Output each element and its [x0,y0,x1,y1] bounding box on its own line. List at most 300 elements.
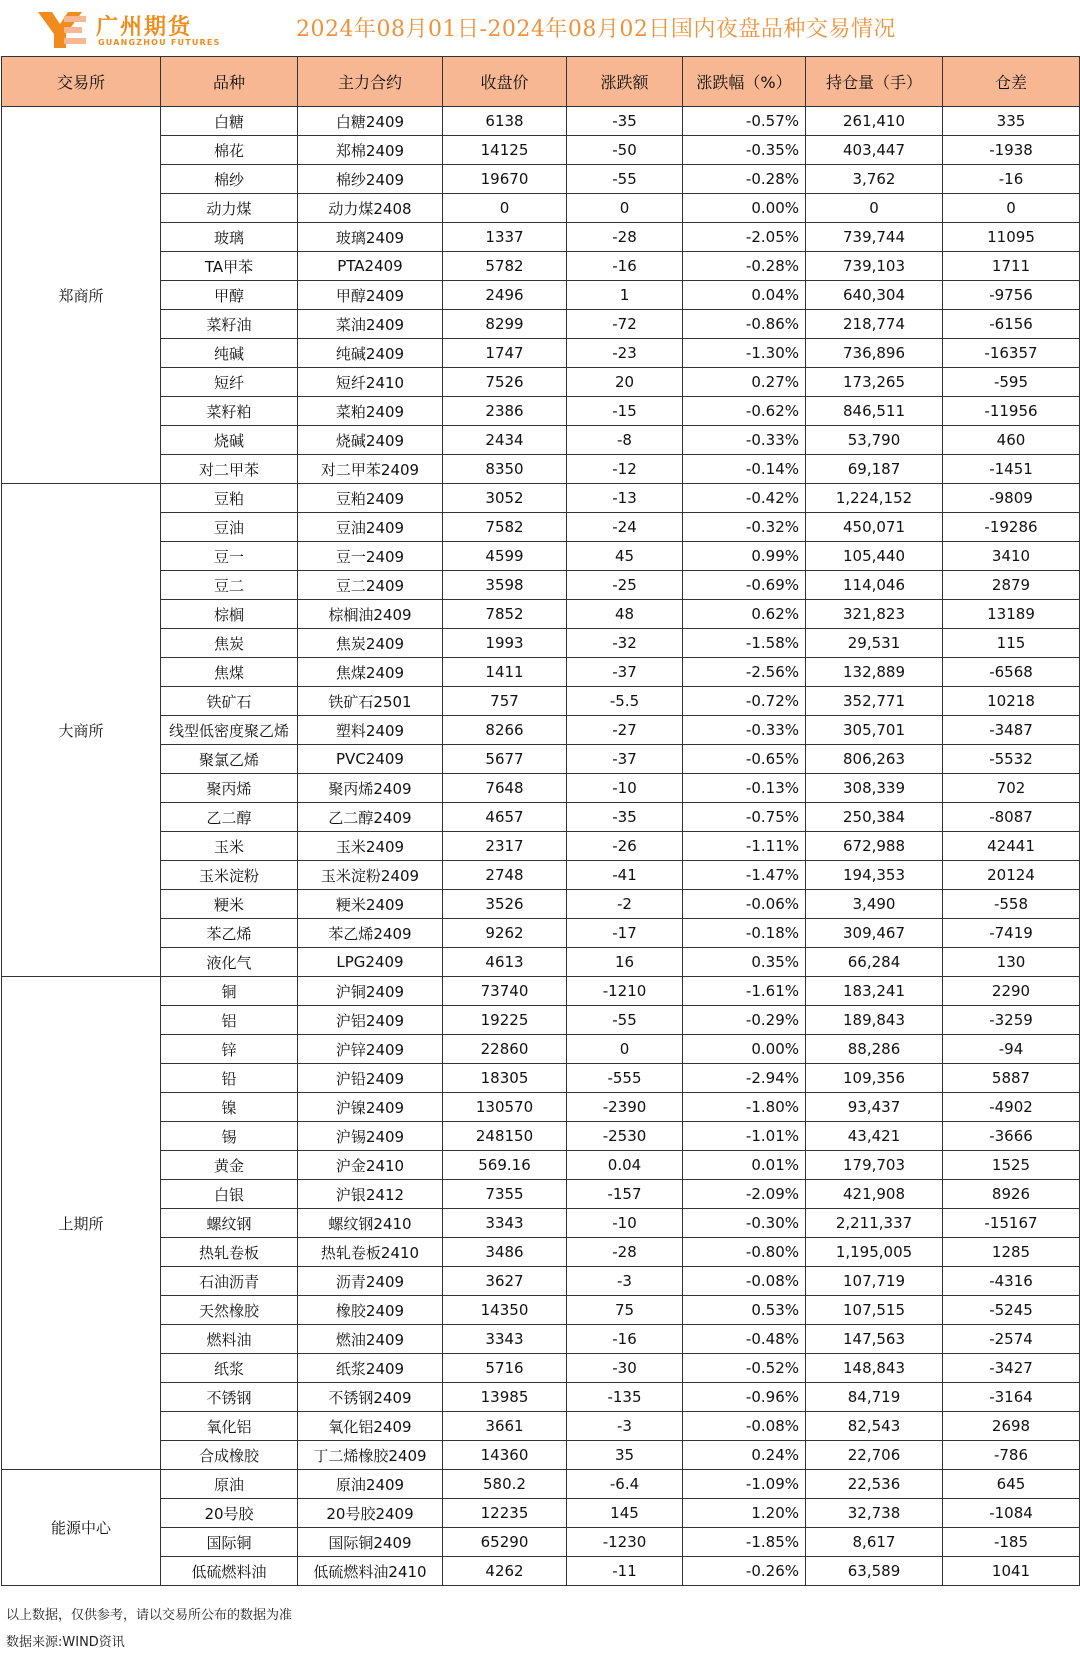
change-pct-cell: 0.04% [683,281,806,310]
oi-change-cell: -1938 [943,136,1080,165]
table-row [2,571,1080,600]
oi-change-cell: -786 [943,1441,1080,1470]
open-interest-cell: 88,286 [806,1035,943,1064]
table-row [2,542,1080,571]
table-body [2,107,1080,1586]
main-contract-cell: 玻璃2409 [298,223,443,252]
open-interest-cell: 148,843 [806,1354,943,1383]
change-cell: -3 [567,1267,683,1296]
change-cell: 16 [567,948,683,977]
main-contract-cell: 菜粕2409 [298,397,443,426]
main-contract-cell: 烧碱2409 [298,426,443,455]
page-title: 2024年08月01日-2024年08月02日国内夜盘品种交易情况 [296,17,896,42]
change-cell: 48 [567,600,683,629]
variety-cell: 纸浆 [161,1354,298,1383]
change-pct-cell: -0.13% [683,774,806,803]
change-cell: -27 [567,716,683,745]
open-interest-cell: 183,241 [806,977,943,1006]
logo-chinese-name: 广州期货 [96,15,193,40]
oi-change-cell: -4316 [943,1267,1080,1296]
change-pct-cell: 0.35% [683,948,806,977]
oi-change-cell: -3427 [943,1354,1080,1383]
open-interest-cell: 736,896 [806,339,943,368]
open-interest-cell: 421,908 [806,1180,943,1209]
close-price-cell: 2496 [443,281,567,310]
change-pct-cell: 0.62% [683,600,806,629]
close-price-cell: 580.2 [443,1470,567,1499]
oi-change-cell: -9809 [943,484,1080,513]
table-row [2,1441,1080,1470]
change-cell: -55 [567,1006,683,1035]
open-interest-cell: 29,531 [806,629,943,658]
column-header: 品种 [161,57,298,107]
oi-change-cell: -15167 [943,1209,1080,1238]
close-price-cell: 6138 [443,107,567,136]
close-price-cell: 3486 [443,1238,567,1267]
main-contract-cell: 纯碱2409 [298,339,443,368]
close-price-cell: 2434 [443,426,567,455]
open-interest-cell: 107,719 [806,1267,943,1296]
oi-change-cell: 0 [943,194,1080,223]
change-pct-cell: -1.85% [683,1528,806,1557]
oi-change-cell: 13189 [943,600,1080,629]
variety-cell: 燃料油 [161,1325,298,1354]
change-pct-cell: -0.86% [683,310,806,339]
main-contract-cell: PTA2409 [298,252,443,281]
variety-cell: 液化气 [161,948,298,977]
main-contract-cell: 粳米2409 [298,890,443,919]
close-price-cell: 3052 [443,484,567,513]
change-cell: -37 [567,658,683,687]
main-contract-cell: 对二甲苯2409 [298,455,443,484]
main-contract-cell: 豆粕2409 [298,484,443,513]
change-pct-cell: -0.32% [683,513,806,542]
main-contract-cell: 沪金2410 [298,1151,443,1180]
change-pct-cell: -0.06% [683,890,806,919]
change-pct-cell: -1.80% [683,1093,806,1122]
variety-cell: 苯乙烯 [161,919,298,948]
variety-cell: 螺纹钢 [161,1209,298,1238]
main-contract-cell: 丁二烯橡胶2409 [298,1441,443,1470]
change-cell: -157 [567,1180,683,1209]
main-contract-cell: 豆二2409 [298,571,443,600]
main-contract-cell: 氧化铝2409 [298,1412,443,1441]
close-price-cell: 14125 [443,136,567,165]
variety-cell: 不锈钢 [161,1383,298,1412]
close-price-cell: 1993 [443,629,567,658]
change-cell: -1230 [567,1528,683,1557]
open-interest-cell: 8,617 [806,1528,943,1557]
oi-change-cell: -185 [943,1528,1080,1557]
variety-cell: 天然橡胶 [161,1296,298,1325]
main-contract-cell: 郑棉2409 [298,136,443,165]
main-contract-cell: 螺纹钢2410 [298,1209,443,1238]
oi-change-cell: -94 [943,1035,1080,1064]
variety-cell: 菜籽粕 [161,397,298,426]
table-row [2,1006,1080,1035]
change-pct-cell: -0.30% [683,1209,806,1238]
variety-cell: 原油 [161,1470,298,1499]
open-interest-cell: 179,703 [806,1151,943,1180]
change-cell: -16 [567,1325,683,1354]
change-pct-cell: -0.28% [683,252,806,281]
change-pct-cell: -0.69% [683,571,806,600]
table-row [2,310,1080,339]
close-price-cell: 5677 [443,745,567,774]
oi-change-cell: -6156 [943,310,1080,339]
main-contract-cell: 橡胶2409 [298,1296,443,1325]
oi-change-cell: -16357 [943,339,1080,368]
table-row [2,1035,1080,1064]
main-contract-cell: 原油2409 [298,1470,443,1499]
change-cell: -135 [567,1383,683,1412]
change-cell: -2530 [567,1122,683,1151]
exchange-cell: 大商所 [2,484,161,977]
table-row [2,803,1080,832]
close-price-cell: 3627 [443,1267,567,1296]
variety-cell: 铁矿石 [161,687,298,716]
table-row [2,397,1080,426]
main-contract-cell: 纸浆2409 [298,1354,443,1383]
variety-cell: 棉纱 [161,165,298,194]
column-header: 交易所 [2,57,161,107]
open-interest-cell: 305,701 [806,716,943,745]
close-price-cell: 1337 [443,223,567,252]
variety-cell: 菜籽油 [161,310,298,339]
change-pct-cell: -2.05% [683,223,806,252]
oi-change-cell: -4902 [943,1093,1080,1122]
variety-cell: 棕榈 [161,600,298,629]
change-cell: -11 [567,1557,683,1586]
open-interest-cell: 194,353 [806,861,943,890]
table-row [2,513,1080,542]
close-price-cell: 4262 [443,1557,567,1586]
change-cell: -2 [567,890,683,919]
open-interest-cell: 321,823 [806,600,943,629]
table-header-row [2,57,1080,107]
oi-change-cell: -2574 [943,1325,1080,1354]
open-interest-cell: 22,536 [806,1470,943,1499]
oi-change-cell: 8926 [943,1180,1080,1209]
oi-change-cell: 130 [943,948,1080,977]
change-pct-cell: -0.48% [683,1325,806,1354]
main-contract-cell: 苯乙烯2409 [298,919,443,948]
close-price-cell: 5782 [443,252,567,281]
close-price-cell: 14360 [443,1441,567,1470]
table-row [2,1064,1080,1093]
open-interest-cell: 739,744 [806,223,943,252]
exchange-cell: 能源中心 [2,1470,161,1586]
change-cell: -10 [567,1209,683,1238]
change-cell: 0.04 [567,1151,683,1180]
logo-english-name: GUANGZHOU FUTURES [98,38,221,47]
close-price-cell: 7582 [443,513,567,542]
table-row [2,890,1080,919]
variety-cell: 豆二 [161,571,298,600]
open-interest-cell: 403,447 [806,136,943,165]
change-pct-cell: -1.01% [683,1122,806,1151]
change-cell: -28 [567,223,683,252]
change-pct-cell: -0.33% [683,716,806,745]
variety-cell: 白银 [161,1180,298,1209]
change-pct-cell: -0.75% [683,803,806,832]
main-contract-cell: 棕榈油2409 [298,600,443,629]
open-interest-cell: 3,762 [806,165,943,194]
table-row [2,1470,1080,1499]
close-price-cell: 3343 [443,1325,567,1354]
table-row [2,716,1080,745]
change-pct-cell: -0.42% [683,484,806,513]
change-cell: 0 [567,1035,683,1064]
open-interest-cell: 43,421 [806,1122,943,1151]
table-row [2,1267,1080,1296]
table-row [2,1180,1080,1209]
oi-change-cell: -9756 [943,281,1080,310]
change-cell: -6.4 [567,1470,683,1499]
table-row [2,1325,1080,1354]
variety-cell: 热轧卷板 [161,1238,298,1267]
oi-change-cell: 3410 [943,542,1080,571]
change-cell: -41 [567,861,683,890]
main-contract-cell: LPG2409 [298,948,443,977]
open-interest-cell: 672,988 [806,832,943,861]
table-row [2,1528,1080,1557]
close-price-cell: 18305 [443,1064,567,1093]
variety-cell: 豆油 [161,513,298,542]
table-row [2,687,1080,716]
column-header: 主力合约 [298,57,443,107]
change-cell: -28 [567,1238,683,1267]
change-pct-cell: -0.80% [683,1238,806,1267]
table-row [2,368,1080,397]
close-price-cell: 1747 [443,339,567,368]
open-interest-cell: 308,339 [806,774,943,803]
change-cell: -72 [567,310,683,339]
oi-change-cell: 42441 [943,832,1080,861]
open-interest-cell: 189,843 [806,1006,943,1035]
change-pct-cell: -1.30% [683,339,806,368]
variety-cell: 氧化铝 [161,1412,298,1441]
oi-change-cell: 2879 [943,571,1080,600]
main-contract-cell: 焦煤2409 [298,658,443,687]
open-interest-cell: 63,589 [806,1557,943,1586]
change-cell: -2390 [567,1093,683,1122]
main-contract-cell: 沪锡2409 [298,1122,443,1151]
main-contract-cell: 菜油2409 [298,310,443,339]
table-row [2,745,1080,774]
main-contract-cell: PVC2409 [298,745,443,774]
table-row [2,107,1080,136]
oi-change-cell: -7419 [943,919,1080,948]
change-pct-cell: -2.09% [683,1180,806,1209]
main-contract-cell: 聚丙烯2409 [298,774,443,803]
oi-change-cell: 115 [943,629,1080,658]
change-cell: -35 [567,803,683,832]
table-row [2,1296,1080,1325]
main-contract-cell: 热轧卷板2410 [298,1238,443,1267]
oi-change-cell: 5887 [943,1064,1080,1093]
main-contract-cell: 短纤2410 [298,368,443,397]
table-row [2,1557,1080,1586]
variety-cell: 白糖 [161,107,298,136]
data-source-note: 数据来源:WIND资讯 [6,1635,125,1650]
close-price-cell: 65290 [443,1528,567,1557]
oi-change-cell: 2698 [943,1412,1080,1441]
close-price-cell: 13985 [443,1383,567,1412]
close-price-cell: 3526 [443,890,567,919]
main-contract-cell: 沪铝2409 [298,1006,443,1035]
variety-cell: 豆一 [161,542,298,571]
change-pct-cell: -0.26% [683,1557,806,1586]
change-cell: 75 [567,1296,683,1325]
change-cell: -555 [567,1064,683,1093]
table-row [2,948,1080,977]
change-pct-cell: 0.24% [683,1441,806,1470]
open-interest-cell: 739,103 [806,252,943,281]
change-pct-cell: -0.14% [683,455,806,484]
oi-change-cell: 11095 [943,223,1080,252]
open-interest-cell: 84,719 [806,1383,943,1412]
table-row [2,136,1080,165]
change-cell: 45 [567,542,683,571]
table-row [2,1093,1080,1122]
variety-cell: 短纤 [161,368,298,397]
variety-cell: 豆粕 [161,484,298,513]
main-contract-cell: 动力煤2408 [298,194,443,223]
oi-change-cell: -19286 [943,513,1080,542]
table-row [2,629,1080,658]
change-pct-cell: -0.29% [683,1006,806,1035]
oi-change-cell: -3164 [943,1383,1080,1412]
oi-change-cell: 645 [943,1470,1080,1499]
change-cell: 20 [567,368,683,397]
main-contract-cell: 20号胶2409 [298,1499,443,1528]
close-price-cell: 2748 [443,861,567,890]
table-row [2,1383,1080,1412]
table-row [2,1238,1080,1267]
table-row [2,339,1080,368]
change-cell: -5.5 [567,687,683,716]
variety-cell: 国际铜 [161,1528,298,1557]
open-interest-cell: 66,284 [806,948,943,977]
table-row [2,281,1080,310]
open-interest-cell: 846,511 [806,397,943,426]
variety-cell: 玻璃 [161,223,298,252]
table-row [2,426,1080,455]
close-price-cell: 4613 [443,948,567,977]
open-interest-cell: 1,195,005 [806,1238,943,1267]
close-price-cell: 19670 [443,165,567,194]
open-interest-cell: 105,440 [806,542,943,571]
change-cell: -8 [567,426,683,455]
close-price-cell: 73740 [443,977,567,1006]
open-interest-cell: 82,543 [806,1412,943,1441]
change-pct-cell: -0.62% [683,397,806,426]
change-pct-cell: -0.18% [683,919,806,948]
change-pct-cell: -2.56% [683,658,806,687]
close-price-cell: 130570 [443,1093,567,1122]
oi-change-cell: -1084 [943,1499,1080,1528]
open-interest-cell: 114,046 [806,571,943,600]
variety-cell: 玉米 [161,832,298,861]
close-price-cell: 8299 [443,310,567,339]
oi-change-cell: 20124 [943,861,1080,890]
variety-cell: 铝 [161,1006,298,1035]
change-pct-cell: 0.53% [683,1296,806,1325]
change-pct-cell: -1.11% [683,832,806,861]
change-pct-cell: -0.33% [683,426,806,455]
variety-cell: 线型低密度聚乙烯 [161,716,298,745]
change-pct-cell: -1.09% [683,1470,806,1499]
oi-change-cell: -11956 [943,397,1080,426]
close-price-cell: 5716 [443,1354,567,1383]
main-contract-cell: 低硫燃料油2410 [298,1557,443,1586]
close-price-cell: 2386 [443,397,567,426]
table-row [2,1354,1080,1383]
close-price-cell: 4599 [443,542,567,571]
change-cell: -17 [567,919,683,948]
close-price-cell: 7526 [443,368,567,397]
close-price-cell: 1411 [443,658,567,687]
close-price-cell: 7852 [443,600,567,629]
table-row [2,600,1080,629]
change-cell: -23 [567,339,683,368]
open-interest-cell: 450,071 [806,513,943,542]
change-pct-cell: 0.99% [683,542,806,571]
variety-cell: 聚氯乙烯 [161,745,298,774]
close-price-cell: 2317 [443,832,567,861]
page-header [0,0,1080,56]
main-contract-cell: 乙二醇2409 [298,803,443,832]
change-cell: 1 [567,281,683,310]
open-interest-cell: 147,563 [806,1325,943,1354]
variety-cell: 乙二醇 [161,803,298,832]
exchange-cell: 上期所 [2,977,161,1470]
change-pct-cell: 0.00% [683,194,806,223]
oi-change-cell: 1525 [943,1151,1080,1180]
oi-change-cell: 1041 [943,1557,1080,1586]
main-contract-cell: 沥青2409 [298,1267,443,1296]
close-price-cell: 22860 [443,1035,567,1064]
change-pct-cell: -1.58% [683,629,806,658]
main-contract-cell: 国际铜2409 [298,1528,443,1557]
close-price-cell: 8266 [443,716,567,745]
variety-cell: TA甲苯 [161,252,298,281]
close-price-cell: 4657 [443,803,567,832]
variety-cell: 焦炭 [161,629,298,658]
variety-cell: 粳米 [161,890,298,919]
variety-cell: 棉花 [161,136,298,165]
change-cell: -13 [567,484,683,513]
table-row [2,919,1080,948]
oi-change-cell: -5532 [943,745,1080,774]
exchange-cell: 郑商所 [2,107,161,484]
change-pct-cell: 1.20% [683,1499,806,1528]
change-pct-cell: -0.08% [683,1412,806,1441]
variety-cell: 合成橡胶 [161,1441,298,1470]
variety-cell: 镍 [161,1093,298,1122]
variety-cell: 动力煤 [161,194,298,223]
main-contract-cell: 白糖2409 [298,107,443,136]
close-price-cell: 3661 [443,1412,567,1441]
change-pct-cell: -0.65% [683,745,806,774]
open-interest-cell: 806,263 [806,745,943,774]
open-interest-cell: 69,187 [806,455,943,484]
change-pct-cell: -0.52% [683,1354,806,1383]
open-interest-cell: 173,265 [806,368,943,397]
table-row [2,832,1080,861]
change-pct-cell: 0.27% [683,368,806,397]
